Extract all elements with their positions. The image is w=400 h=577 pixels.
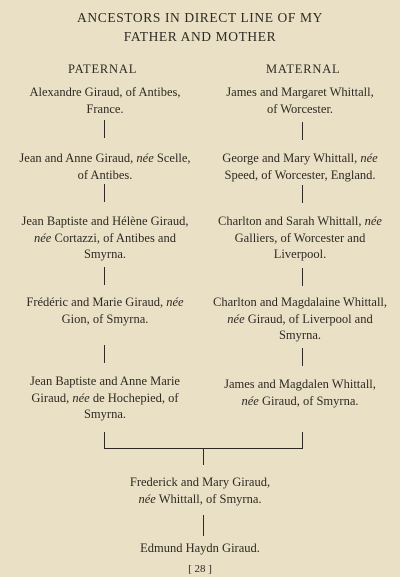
children-connector: [203, 448, 204, 465]
nee-italic: née: [360, 151, 378, 165]
entry-line: Frédéric and Marie Giraud, née: [26, 295, 184, 309]
maternal-entry-2: [212, 150, 388, 183]
nee-italic: née: [241, 393, 259, 408]
nee-italic: née: [138, 492, 156, 506]
entry-line: Speed, of Worcester, England.: [224, 167, 376, 182]
entry-line: née Giraud, of Smyrna.: [241, 393, 359, 408]
paternal-connector-1: [104, 120, 105, 138]
maternal-entry-4: [212, 294, 388, 344]
entry-line: Smyrna.: [83, 247, 126, 261]
maternal-connector-1: [302, 122, 303, 140]
entry-line: James and Margaret Whittall,: [226, 85, 374, 99]
paternal-join-drop: [104, 432, 105, 449]
entry-line: France.: [86, 101, 124, 116]
entry-line: George and Mary Whittall, née: [222, 151, 378, 165]
paternal-entry-1: [16, 84, 194, 117]
maternal-join-drop: [302, 432, 303, 449]
paternal-entry-5: [16, 373, 194, 423]
entry-line: Liverpool.: [273, 247, 327, 261]
paternal-entry-4: [16, 294, 194, 327]
entry-line: Alexandre Giraud, of Antibes,: [29, 85, 181, 99]
entry-line: Charlton and Sarah Whittall, née: [218, 214, 382, 228]
nee-italic: née: [364, 214, 382, 228]
entry-line: née Whittall, of Smyrna.: [138, 492, 262, 506]
maternal-connector-4: [302, 348, 303, 366]
children-entry: [0, 474, 400, 508]
entry-line: of Antibes.: [77, 167, 133, 182]
maternal-connector-3: [302, 268, 303, 286]
paternal-connector-3: [104, 267, 105, 285]
entry-line: Giraud, née de Hochepied, of: [31, 390, 179, 405]
entry-line: of Worcester.: [266, 101, 334, 116]
nee-italic: née: [227, 311, 245, 326]
maternal-entry-1: [212, 84, 388, 117]
maternal-connector-2: [302, 185, 303, 203]
title-line-1: ANCESTORS IN DIRECT LINE OF MY: [77, 10, 323, 25]
nee-italic: née: [72, 390, 90, 405]
nee-italic: née: [34, 230, 52, 245]
entry-line: Jean and Anne Giraud, née Scelle,: [19, 151, 191, 165]
entry-line: Charlton and Magdalaine Whittall,: [212, 295, 388, 309]
entry-line: née Cortazzi, of Antibes and: [34, 230, 176, 245]
entry-line: Jean Baptiste and Anne Marie: [30, 374, 180, 388]
page-title: [0, 8, 400, 46]
entry-line: Smyrna.: [278, 328, 321, 342]
paternal-heading: PATERNAL: [68, 62, 138, 76]
maternal-entry-5: [212, 376, 388, 409]
entry-line: née Giraud, of Liverpool and: [227, 311, 373, 326]
paternal-entry-2: [16, 150, 194, 183]
paternal-connector-2: [104, 184, 105, 202]
maternal-heading: MATERNAL: [266, 62, 341, 76]
grandchild-connector: [203, 515, 204, 536]
nee-italic: née: [166, 295, 184, 309]
entry-line: James and Magdalen Whittall,: [224, 377, 376, 391]
maternal-entry-3: [212, 213, 388, 263]
entry-line: Jean Baptiste and Hélène Giraud,: [21, 214, 189, 228]
paternal-connector-4: [104, 345, 105, 363]
grandchild-entry: Edmund Haydn Giraud.: [140, 541, 260, 555]
paternal-entry-3: [16, 213, 194, 263]
nee-italic: née: [136, 151, 154, 165]
entry-line: Galliers, of Worcester and: [234, 230, 366, 245]
page-number: [ 28 ]: [188, 563, 212, 575]
title-line-2: FATHER AND MOTHER: [123, 29, 277, 44]
entry-line: Frederick and Mary Giraud,: [129, 475, 271, 489]
entry-line: Smyrna.: [83, 407, 126, 421]
entry-line: Gion, of Smyrna.: [61, 311, 149, 326]
